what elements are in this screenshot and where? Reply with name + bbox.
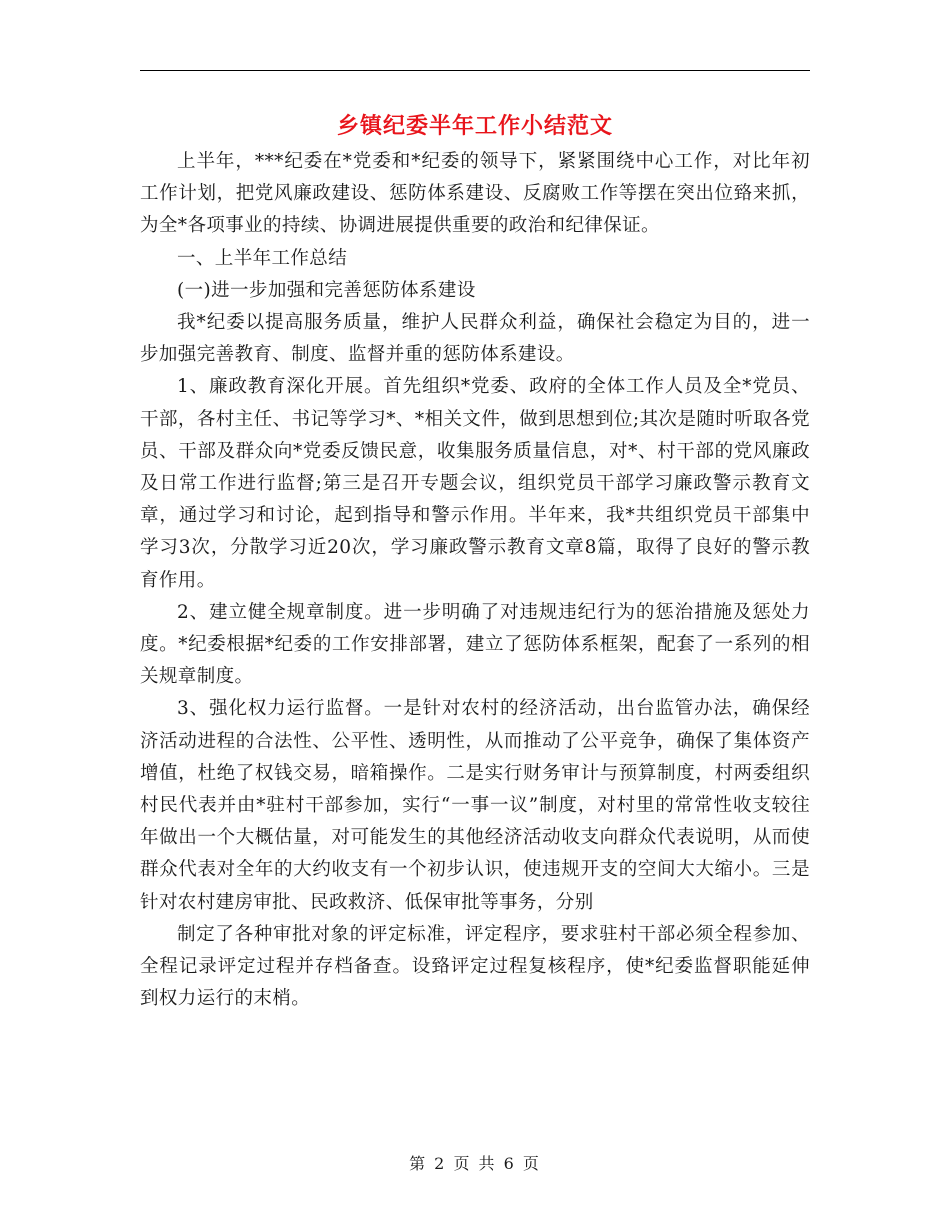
paragraph-item-3-continued: 制定了各种审批对象的评定标准，评定程序，要求驻村干部必须全程参加、全程记录评定过程并存档备查。设臵评定过程复核程序，使*纪委监督职能延伸到权力运行的末梢。 <box>140 923 810 1010</box>
subsection-heading-1: (一)进一步加强和完善惩防体系建设 <box>177 279 476 301</box>
paragraph-intro: 上半年，***纪委在*党委和*纪委的领导下，紧紧围绕中心工作，对比年初工作计划，把党风廉政建设、惩防体系建设、反腐败工作等摆在突出位臵来抓，为全*各项事业的持续、协调进展提供重要的政治和纪律保证。 <box>140 151 810 237</box>
page-number: 第 2 页 共 6 页 <box>409 1154 541 1173</box>
section-heading-summary: 一、上半年工作总结 <box>177 247 348 269</box>
document-body <box>140 146 810 1015</box>
document-title: 乡镇纪委半年工作小结范文 <box>336 113 613 139</box>
paragraph-aim: 我*纪委以提高服务质量，维护人民群众利益，确保社会稳定为目的，进一步加强完善教育、制度、监督并重的惩防体系建设。 <box>140 312 810 366</box>
paragraph-item-2: 2、建立健全规章制度。进一步明确了对违规违纪行为的惩治措施及惩处力度。*纪委根据*纪委的工作安排部署，建立了惩防体系框架，配套了一系列的相关规章制度。 <box>140 601 810 688</box>
paragraph-item-1: 1、廉政教育深化开展。首先组织*党委、政府的全体工作人员及全*党员、干部，各村主任、书记等学习*、*相关文件，做到思想到位;其次是随时听取各党员、干部及群众向*党委反馈民意，收集服务质量信息，对*、村干部的党风廉政及日常工作进行监督;第三是召开专题会议，组织党员干部学习廉政警示教育文章，通过学习和讨论，起到指导和警示作用。半年来，我*共组织党员干部集中学习3次，分散学习近20次，学习廉政警示教育文章8篇，取得了良好的警示教育作用。 <box>140 376 810 591</box>
paragraph-item-3: 3、强化权力运行监督。一是针对农村的经济活动，出台监管办法，确保经济活动进程的合法性、公平性、透明性，从而推动了公平竞争，确保了集体资产增值，杜绝了权钱交易，暗箱操作。二是实行财务审计与预算制度，村两委组织村民代表并由*驻村干部参加，实行“一事一议”制度，对村里的常常性收支较往年做出一个大概估量，对可能发生的其他经济活动收支向群众代表说明，从而使群众代表对全年的大约收支有一个初步认识，使违规开支的空间大大缩小。三是针对农村建房审批、民政救济、低保审批等事务，分别 <box>140 698 810 913</box>
header-rule <box>140 70 810 71</box>
